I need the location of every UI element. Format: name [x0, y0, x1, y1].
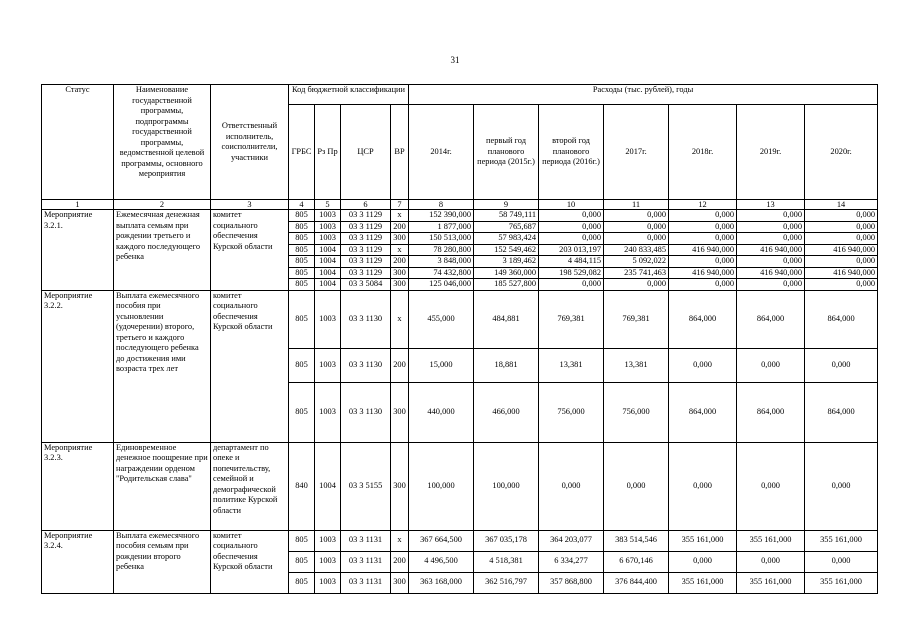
amount-2014: 367 664,500 [409, 530, 474, 551]
vr-cell: 300 [391, 572, 409, 593]
column-number: 5 [315, 200, 341, 210]
amount-2015: 58 749,111 [474, 210, 539, 222]
column-number: 9 [474, 200, 539, 210]
header-rzpr: Рз Пр [315, 105, 341, 200]
amount-2015: 57 983,424 [474, 233, 539, 245]
activity-executor: департамент по опеке и попечительству, семейной и демографической политике Курской области [211, 442, 289, 530]
table-row [42, 442, 878, 530]
csr-cell: 03 3 1129 [341, 267, 391, 279]
vr-cell: 300 [391, 233, 409, 245]
amount-2019: 0,000 [737, 256, 805, 268]
column-number: 14 [805, 200, 878, 210]
column-number: 7 [391, 200, 409, 210]
amount-2014: 455,000 [409, 290, 474, 348]
activity-status: Мероприятие 3.2.3. [42, 442, 114, 530]
rzpr-cell: 1003 [315, 572, 341, 593]
header-2018: 2018г. [669, 105, 737, 200]
csr-cell: 03 3 1130 [341, 382, 391, 442]
column-number: 3 [211, 200, 289, 210]
amount-2020: 0,000 [805, 233, 878, 245]
amount-2019: 0,000 [737, 233, 805, 245]
vr-cell: x [391, 530, 409, 551]
amount-2018: 0,000 [669, 348, 737, 382]
rzpr-cell: 1004 [315, 244, 341, 256]
activity-name: Выплата ежемесячного пособия при усыновлении (удочерении) второго, третьего и каждого последующего ребенка до достижения ими возраста трех лет [114, 290, 211, 442]
amount-2016: 0,000 [539, 442, 604, 530]
column-number: 10 [539, 200, 604, 210]
header-expenses: Расходы (тыс. рублей), годы [409, 85, 878, 105]
amount-2014: 125 046,000 [409, 279, 474, 291]
amount-2015: 18,881 [474, 348, 539, 382]
amount-2015: 4 518,381 [474, 551, 539, 572]
csr-cell: 03 3 1129 [341, 221, 391, 233]
vr-cell: 200 [391, 221, 409, 233]
amount-2018: 0,000 [669, 442, 737, 530]
amount-2018: 864,000 [669, 382, 737, 442]
column-number: 1 [42, 200, 114, 210]
grbs-cell: 805 [289, 551, 315, 572]
grbs-cell: 805 [289, 290, 315, 348]
grbs-cell: 805 [289, 233, 315, 245]
amount-2018: 0,000 [669, 551, 737, 572]
amount-2016: 4 484,115 [539, 256, 604, 268]
amount-2017: 0,000 [604, 210, 669, 222]
amount-2018: 0,000 [669, 221, 737, 233]
amount-2020: 416 940,000 [805, 244, 878, 256]
activity-name: Выплата ежемесячного пособия семьям при рождении второго ребенка [114, 530, 211, 593]
grbs-cell: 805 [289, 244, 315, 256]
amount-2020: 355 161,000 [805, 572, 878, 593]
activity-status: Мероприятие 3.2.2. [42, 290, 114, 442]
amount-2014: 1 877,000 [409, 221, 474, 233]
activity-status: Мероприятие 3.2.1. [42, 210, 114, 291]
amount-2016: 13,381 [539, 348, 604, 382]
header-2019: 2019г. [737, 105, 805, 200]
grbs-cell: 805 [289, 382, 315, 442]
amount-2014: 440,000 [409, 382, 474, 442]
header-grbs: ГРБС [289, 105, 315, 200]
csr-cell: 03 3 1131 [341, 530, 391, 551]
rzpr-cell: 1003 [315, 530, 341, 551]
amount-2019: 355 161,000 [737, 530, 805, 551]
amount-2020: 0,000 [805, 221, 878, 233]
header-2017: 2017г. [604, 105, 669, 200]
header-2020: 2020г. [805, 105, 878, 200]
table-row [42, 290, 878, 348]
grbs-cell: 805 [289, 256, 315, 268]
activity-name: Ежемесячная денежная выплата семьям при рождении третьего и каждого последующего ребенка [114, 210, 211, 291]
amount-2017: 5 092,022 [604, 256, 669, 268]
csr-cell: 03 3 1129 [341, 210, 391, 222]
amount-2015: 484,881 [474, 290, 539, 348]
amount-2018: 0,000 [669, 256, 737, 268]
vr-cell: 300 [391, 442, 409, 530]
table-row [42, 530, 878, 551]
amount-2019: 416 940,000 [737, 244, 805, 256]
amount-2015: 185 527,800 [474, 279, 539, 291]
amount-2019: 0,000 [737, 279, 805, 291]
amount-2018: 355 161,000 [669, 530, 737, 551]
amount-2014: 3 848,000 [409, 256, 474, 268]
amount-2016: 198 529,082 [539, 267, 604, 279]
activity-executor: комитет социального обеспечения Курской области [211, 290, 289, 442]
amount-2020: 0,000 [805, 442, 878, 530]
vr-cell: 200 [391, 551, 409, 572]
vr-cell: 200 [391, 256, 409, 268]
amount-2014: 152 390,000 [409, 210, 474, 222]
amount-2016: 0,000 [539, 233, 604, 245]
vr-cell: x [391, 290, 409, 348]
amount-2016: 0,000 [539, 221, 604, 233]
amount-2017: 0,000 [604, 221, 669, 233]
rzpr-cell: 1004 [315, 267, 341, 279]
amount-2017: 235 741,463 [604, 267, 669, 279]
csr-cell: 03 3 1129 [341, 233, 391, 245]
vr-cell: 300 [391, 279, 409, 291]
amount-2014: 150 513,000 [409, 233, 474, 245]
activity-executor: комитет социального обеспечения Курской области [211, 210, 289, 291]
amount-2015: 3 189,462 [474, 256, 539, 268]
grbs-cell: 805 [289, 572, 315, 593]
amount-2017: 769,381 [604, 290, 669, 348]
rzpr-cell: 1003 [315, 221, 341, 233]
amount-2019: 416 940,000 [737, 267, 805, 279]
column-number: 6 [341, 200, 391, 210]
amount-2017: 756,000 [604, 382, 669, 442]
activity-name: Единовременное денежное поощрение при награждении орденом "Родительская слава" [114, 442, 211, 530]
amount-2015: 765,687 [474, 221, 539, 233]
grbs-cell: 805 [289, 221, 315, 233]
amount-2018: 0,000 [669, 210, 737, 222]
rzpr-cell: 1004 [315, 256, 341, 268]
rzpr-cell: 1003 [315, 233, 341, 245]
vr-cell: x [391, 210, 409, 222]
column-number: 4 [289, 200, 315, 210]
amount-2015: 362 516,797 [474, 572, 539, 593]
amount-2019: 864,000 [737, 382, 805, 442]
amount-2020: 0,000 [805, 210, 878, 222]
amount-2019: 0,000 [737, 442, 805, 530]
header-2014: 2014г. [409, 105, 474, 200]
page-number: 31 [450, 55, 460, 65]
amount-2018: 864,000 [669, 290, 737, 348]
grbs-cell: 805 [289, 530, 315, 551]
activity-status: Мероприятие 3.2.4. [42, 530, 114, 593]
header-2015: первый год планового периода (2015г.) [474, 105, 539, 200]
vr-cell: 200 [391, 348, 409, 382]
amount-2019: 0,000 [737, 210, 805, 222]
amount-2015: 100,000 [474, 442, 539, 530]
csr-cell: 03 3 1131 [341, 572, 391, 593]
amount-2016: 364 203,077 [539, 530, 604, 551]
rzpr-cell: 1004 [315, 442, 341, 530]
vr-cell: 300 [391, 267, 409, 279]
amount-2020: 864,000 [805, 382, 878, 442]
amount-2018: 416 940,000 [669, 267, 737, 279]
rzpr-cell: 1003 [315, 290, 341, 348]
table-row [42, 210, 878, 222]
amount-2017: 383 514,546 [604, 530, 669, 551]
amount-2019: 355 161,000 [737, 572, 805, 593]
amount-2020: 0,000 [805, 279, 878, 291]
amount-2015: 367 035,178 [474, 530, 539, 551]
column-number: 8 [409, 200, 474, 210]
amount-2019: 0,000 [737, 551, 805, 572]
csr-cell: 03 3 1130 [341, 348, 391, 382]
csr-cell: 03 3 5084 [341, 279, 391, 291]
header-vr: ВР [391, 105, 409, 200]
grbs-cell: 805 [289, 348, 315, 382]
amount-2017: 376 844,400 [604, 572, 669, 593]
amount-2018: 0,000 [669, 279, 737, 291]
amount-2017: 13,381 [604, 348, 669, 382]
amount-2014: 363 168,000 [409, 572, 474, 593]
amount-2019: 864,000 [737, 290, 805, 348]
amount-2018: 355 161,000 [669, 572, 737, 593]
amount-2014: 100,000 [409, 442, 474, 530]
header-executor: Ответственный исполнитель, соисполнители, участники [211, 85, 289, 200]
amount-2020: 864,000 [805, 290, 878, 348]
amount-2017: 240 833,485 [604, 244, 669, 256]
budget-table [41, 84, 878, 594]
table-body [42, 200, 878, 594]
column-numbers-row [42, 200, 878, 210]
csr-cell: 03 3 1130 [341, 290, 391, 348]
amount-2018: 416 940,000 [669, 244, 737, 256]
header-name: Наименование государственной программы, подпрограммы государственной программы, ведомственной целевой программы, основного мероприятия [114, 85, 211, 200]
header-budget-code: Код бюджетной классификации [289, 85, 409, 105]
amount-2020: 0,000 [805, 256, 878, 268]
activity-executor: комитет социального обеспечения Курской области [211, 530, 289, 593]
amount-2020: 355 161,000 [805, 530, 878, 551]
grbs-cell: 805 [289, 210, 315, 222]
csr-cell: 03 3 1129 [341, 244, 391, 256]
amount-2014: 74 432,800 [409, 267, 474, 279]
amount-2020: 0,000 [805, 551, 878, 572]
grbs-cell: 805 [289, 279, 315, 291]
amount-2016: 203 013,197 [539, 244, 604, 256]
grbs-cell: 805 [289, 267, 315, 279]
rzpr-cell: 1003 [315, 382, 341, 442]
amount-2018: 0,000 [669, 233, 737, 245]
column-number: 2 [114, 200, 211, 210]
amount-2017: 0,000 [604, 279, 669, 291]
amount-2017: 0,000 [604, 442, 669, 530]
vr-cell: 300 [391, 382, 409, 442]
csr-cell: 03 3 1131 [341, 551, 391, 572]
column-number: 12 [669, 200, 737, 210]
column-number: 13 [737, 200, 805, 210]
csr-cell: 03 3 5155 [341, 442, 391, 530]
amount-2017: 0,000 [604, 233, 669, 245]
amount-2016: 357 868,800 [539, 572, 604, 593]
amount-2014: 4 496,500 [409, 551, 474, 572]
header-2016: второй год планового периода (2016г.) [539, 105, 604, 200]
amount-2019: 0,000 [737, 348, 805, 382]
amount-2014: 78 280,800 [409, 244, 474, 256]
grbs-cell: 840 [289, 442, 315, 530]
column-number: 11 [604, 200, 669, 210]
vr-cell: x [391, 244, 409, 256]
rzpr-cell: 1003 [315, 551, 341, 572]
amount-2016: 6 334,277 [539, 551, 604, 572]
rzpr-cell: 1003 [315, 210, 341, 222]
amount-2017: 6 670,146 [604, 551, 669, 572]
amount-2015: 466,000 [474, 382, 539, 442]
amount-2015: 149 360,000 [474, 267, 539, 279]
csr-cell: 03 3 1129 [341, 256, 391, 268]
amount-2020: 416 940,000 [805, 267, 878, 279]
amount-2014: 15,000 [409, 348, 474, 382]
rzpr-cell: 1004 [315, 279, 341, 291]
amount-2016: 0,000 [539, 210, 604, 222]
amount-2016: 0,000 [539, 279, 604, 291]
amount-2020: 0,000 [805, 348, 878, 382]
amount-2019: 0,000 [737, 221, 805, 233]
amount-2016: 756,000 [539, 382, 604, 442]
header-csr: ЦСР [341, 105, 391, 200]
amount-2015: 152 549,462 [474, 244, 539, 256]
amount-2016: 769,381 [539, 290, 604, 348]
rzpr-cell: 1003 [315, 348, 341, 382]
header-status: Статус [42, 85, 114, 200]
